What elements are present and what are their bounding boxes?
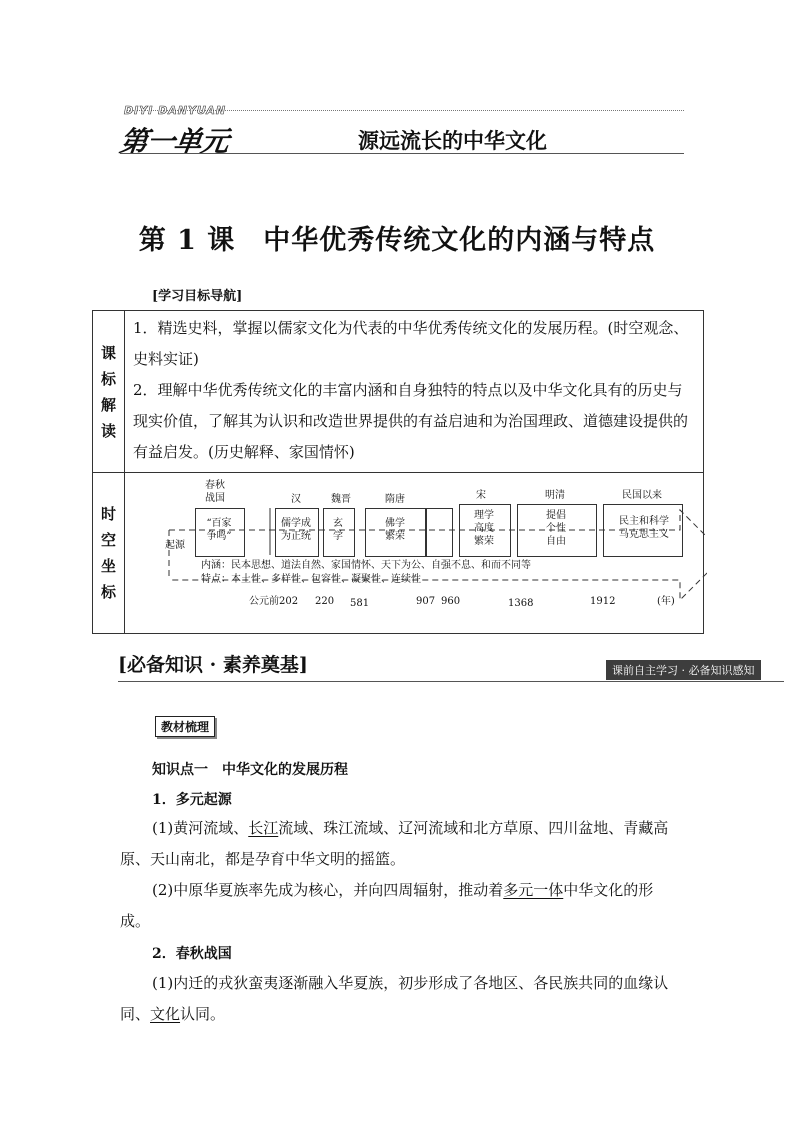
section-rule bbox=[118, 681, 784, 682]
event-xuanxue: 玄 学 bbox=[333, 518, 343, 542]
event-box bbox=[425, 508, 453, 557]
section-tag: 课前自主学习 · 必备知识感知 bbox=[606, 660, 761, 680]
connotation-text: 内涵：民本思想、道法自然、家国情怀、天下为公、自强不息、和而不同等 bbox=[201, 560, 531, 571]
features-text: 特点：本土性、多样性、包容性、凝聚性、连续性 bbox=[201, 574, 421, 585]
year-label: 1368 bbox=[508, 598, 534, 609]
year-label: 220 bbox=[315, 596, 335, 607]
year-label: 公元前202 bbox=[249, 596, 299, 607]
head-char: 读 bbox=[100, 421, 116, 440]
curriculum-head bbox=[93, 311, 125, 473]
paragraph-1 bbox=[120, 813, 680, 875]
head-char: 标 bbox=[100, 583, 116, 601]
goal-label: [学习目标导航] bbox=[152, 289, 243, 304]
paragraph-2 bbox=[120, 875, 680, 937]
period-weijin: 魏晋 bbox=[331, 494, 351, 505]
lesson-title: 第 1 课 中华优秀传统文化的内涵与特点 bbox=[138, 225, 656, 256]
unit-label: 第一单元 bbox=[117, 125, 231, 158]
goal-item-2: 2．理解中华优秀传统文化的丰富内涵和自身独特的特点以及中华文化具有的历史与现实价值，了解其为认识和改造世界提供的有益启迪和为治国理政、道德建设提供的有益启发。(历史解释、家国情怀) bbox=[133, 381, 689, 461]
period-song: 宋 bbox=[476, 490, 486, 501]
text: 流域、珠江流域、辽河流域和北方草原、四川盆地、青藏高原、天山南北，都是孕育中华文明的摇篮。 bbox=[120, 819, 669, 868]
section-title: [必备知识 · 素养奠基] bbox=[118, 654, 308, 676]
period-spring-autumn: 春秋 战国 bbox=[205, 480, 225, 504]
underlined-text: 长江 bbox=[248, 819, 279, 837]
underlined-text: 多元一体 bbox=[503, 881, 564, 899]
period-suitang: 隋唐 bbox=[385, 494, 405, 505]
knowledge-point-1: 知识点一 中华文化的发展历程 bbox=[152, 762, 348, 778]
period-han: 汉 bbox=[291, 494, 301, 505]
head-char: 标 bbox=[100, 369, 116, 388]
header-rule bbox=[120, 153, 684, 154]
textbook-badge: 教材梳理 bbox=[155, 716, 215, 737]
underlined-text: 文化 bbox=[150, 1005, 181, 1023]
timeline-cell bbox=[125, 473, 704, 634]
learning-goals-table bbox=[92, 310, 704, 634]
event-neo-confucianism: 理学 高度 繁荣 bbox=[474, 510, 494, 547]
event-buddhism: 佛学 繁荣 bbox=[385, 518, 405, 542]
head-char: 坐 bbox=[100, 557, 116, 575]
heading-spring-autumn: 2．春秋战国 bbox=[152, 946, 232, 962]
year-label: 907 bbox=[416, 596, 436, 607]
text: (1)内迁的戎狄蛮夷逐渐融入华夏族，初步形成了各地区、各民族共同的血缘认同、 bbox=[120, 974, 669, 1023]
text: 认同。 bbox=[180, 1005, 226, 1023]
text: (1)黄河流域、 bbox=[152, 819, 249, 837]
heading-origin: 1．多元起源 bbox=[152, 792, 232, 808]
head-char: 解 bbox=[100, 395, 116, 414]
unit-pinyin: DIYI DANYUAN bbox=[124, 104, 227, 117]
origin-label: 起源 bbox=[165, 540, 185, 551]
head-char: 空 bbox=[100, 531, 116, 549]
unit-title: 源远流长的中华文化 bbox=[358, 128, 547, 153]
event-democracy-marxism: 民主和科学 马克思主义 bbox=[619, 516, 669, 540]
year-label: 581 bbox=[350, 598, 370, 609]
event-confucian-orthodoxy: 儒学成 为正统 bbox=[281, 518, 311, 542]
year-label: 960 bbox=[441, 596, 461, 607]
event-individuality: 提倡 个性 自由 bbox=[546, 510, 566, 547]
year-label: 1912 bbox=[590, 596, 616, 607]
text: 中华文化的形成。 bbox=[120, 881, 654, 930]
timeline-head bbox=[93, 473, 125, 634]
paragraph-3 bbox=[120, 968, 680, 1030]
year-unit: (年) bbox=[657, 596, 675, 607]
period-mingqing: 明清 bbox=[545, 490, 565, 501]
head-char: 课 bbox=[100, 343, 116, 362]
event-hundred-schools: “百家 争鸣” bbox=[206, 518, 232, 542]
period-republic: 民国以来 bbox=[622, 490, 662, 501]
text: (2)中原华夏族率先成为核心，并向四周辐射，推动着 bbox=[152, 881, 504, 899]
goal-item-1: 1．精选史料，掌握以儒家文化为代表的中华优秀传统文化的发展历程。(时空观念、史料实证) bbox=[133, 319, 689, 368]
head-char: 时 bbox=[100, 505, 116, 523]
curriculum-body bbox=[125, 311, 704, 473]
